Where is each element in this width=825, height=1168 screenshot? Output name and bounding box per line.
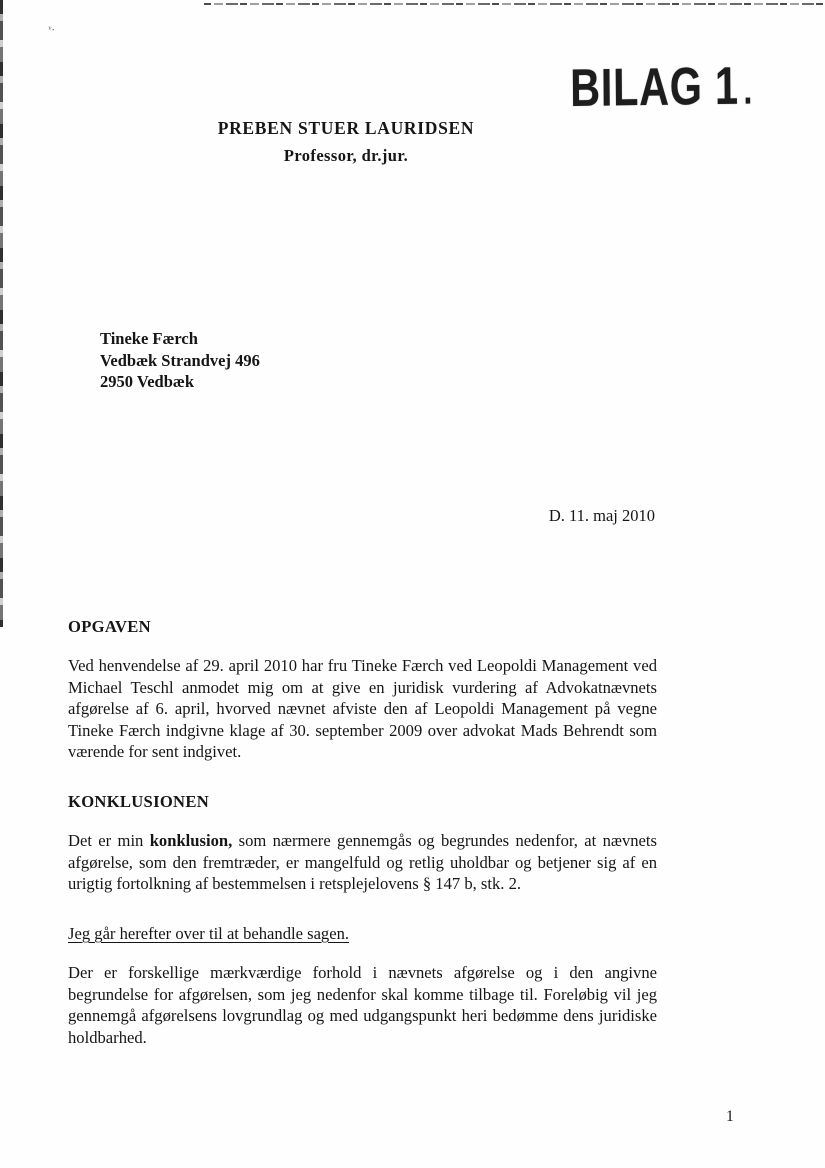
scan-artifact-top-edge <box>204 3 825 5</box>
konklusionen-text-bold: konklusion, <box>149 831 233 850</box>
paragraph-opgaven: Ved henvendelse af 29. april 2010 har fru Tineke Færch ved Leopoldi Management ved Michael Teschl anmodet mig om at give en juridisk vurdering af Advokatnævnets afgørelse af 6. april, hvorved nævnet afviste den af Leopoldi Management på vegne Tineke Færch indgivne klage af 30. september 2009 over advokat Mads Behrendt som værende for sent indgivet. <box>68 656 657 762</box>
heading-konklusionen: KONKLUSIONEN <box>68 792 209 811</box>
bilag-stamp <box>569 56 754 118</box>
date-line: D. 11. maj 2010 <box>548 506 655 525</box>
recipient-address-block <box>100 328 260 393</box>
letterhead-name: PREBEN STUER LAURIDSEN <box>217 118 475 138</box>
transition-sentence: Jeg går herefter over til at behandle sagen. <box>68 924 350 943</box>
paragraph-closing: Der er forskellige mærkværdige forhold i nævnets afgørelse og i den angivne begrundelse for afgørelsen, som jeg nedenfor skal komme tilbage til. Foreløbig vil jeg gennemgå afgørelsens lovgrundlag og med udgangspunkt heri bedømme dens juridiske holdbarhed. <box>68 963 657 1047</box>
heading-opgaven: OPGAVEN <box>68 617 151 636</box>
recipient-name: Tineke Færch <box>100 329 198 348</box>
recipient-street: Vedbæk Strandvej 496 <box>100 350 260 370</box>
scan-artifact-left-edge <box>0 0 3 627</box>
paragraph-konklusionen <box>68 830 657 895</box>
konklusionen-text-pre: Det er min <box>68 831 150 850</box>
bilag-stamp-label: BILAG 1 <box>569 56 739 118</box>
recipient-city: 2950 Vedbæk <box>100 372 194 391</box>
letterhead <box>150 118 542 166</box>
letterhead-title: Professor, dr.jur. <box>283 146 409 165</box>
konklusionen-text-post: som nærmere gennemgås og begrundes nedenfor, at nævnets afgørelse, som den fremtræder, er mangelfuld og retlig uholdbar og betjener sig af en urigtig fortolkning af bestemmelsen i retsplejelovens § 147 b, stk. 2. <box>68 831 657 894</box>
page-number: 1 <box>726 1108 734 1125</box>
bilag-stamp-period: . <box>743 68 754 113</box>
scan-smudge-mark: ᵛ· <box>47 23 56 37</box>
